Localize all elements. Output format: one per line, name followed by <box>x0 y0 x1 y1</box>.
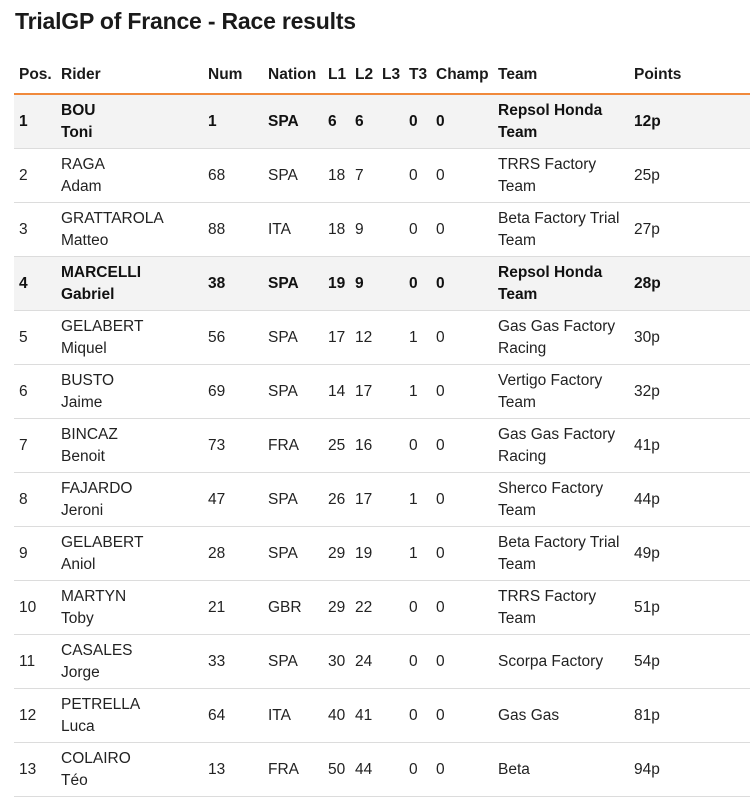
points-cell: 27p <box>629 203 750 257</box>
lap2-cell: 7 <box>350 149 377 203</box>
team-cell: Gas Gas Factory Racing <box>493 419 629 473</box>
lap2-cell: 12 <box>350 311 377 365</box>
champ-cell: 0 <box>431 149 493 203</box>
table-row <box>14 419 750 473</box>
number-cell: 28 <box>203 527 263 581</box>
team-cell: Beta <box>493 743 629 797</box>
rider-cell <box>56 689 203 743</box>
table-row <box>14 635 750 689</box>
t3-cell: 0 <box>404 203 431 257</box>
t3-cell: 1 <box>404 311 431 365</box>
champ-cell: 0 <box>431 203 493 257</box>
rider-firstname: Luca <box>61 717 95 735</box>
header-row <box>14 56 750 94</box>
lap3-cell <box>377 257 404 311</box>
champ-cell: 0 <box>431 743 493 797</box>
t3-cell: 0 <box>404 149 431 203</box>
rider-surname: CASALES <box>61 641 133 659</box>
table-row <box>14 743 750 797</box>
rider-firstname: Toni <box>61 123 93 141</box>
rider-surname: BINCAZ <box>61 425 118 443</box>
points-cell: 32p <box>629 365 750 419</box>
nation-cell: SPA <box>263 149 323 203</box>
team-cell: Beta Factory Trial Team <box>493 203 629 257</box>
lap2-cell: 9 <box>350 203 377 257</box>
lap1-cell: 26 <box>323 473 350 527</box>
position-cell: 12 <box>14 689 56 743</box>
table-row <box>14 365 750 419</box>
nation-cell: FRA <box>263 743 323 797</box>
points-cell: 94p <box>629 743 750 797</box>
team-cell: Repsol Honda Team <box>493 94 629 149</box>
team-cell: TRRS Factory Team <box>493 149 629 203</box>
rider-firstname: Téo <box>61 771 88 789</box>
lap3-cell <box>377 311 404 365</box>
champ-cell: 0 <box>431 527 493 581</box>
t3-cell: 1 <box>404 365 431 419</box>
lap2-cell: 16 <box>350 419 377 473</box>
lap1-cell: 30 <box>323 635 350 689</box>
t3-cell: 1 <box>404 473 431 527</box>
lap3-cell <box>377 365 404 419</box>
lap1-cell: 19 <box>323 257 350 311</box>
number-cell: 56 <box>203 311 263 365</box>
nation-cell: GBR <box>263 581 323 635</box>
champ-cell: 0 <box>431 257 493 311</box>
number-cell: 1 <box>203 94 263 149</box>
rider-cell <box>56 743 203 797</box>
t3-cell: 1 <box>404 527 431 581</box>
lap1-cell: 14 <box>323 365 350 419</box>
rider-surname: GELABERT <box>61 533 144 551</box>
position-cell: 6 <box>14 365 56 419</box>
position-cell: 2 <box>14 149 56 203</box>
position-cell: 4 <box>14 257 56 311</box>
team-cell: Vertigo Factory Team <box>493 365 629 419</box>
position-cell: 8 <box>14 473 56 527</box>
column-header-num: Num <box>203 56 263 94</box>
position-cell: 11 <box>14 635 56 689</box>
column-header-champ: Champ <box>431 56 493 94</box>
column-header-rider: Rider <box>56 56 203 94</box>
number-cell: 21 <box>203 581 263 635</box>
rider-cell <box>56 473 203 527</box>
lap2-cell: 44 <box>350 743 377 797</box>
points-cell: 28p <box>629 257 750 311</box>
rider-cell <box>56 257 203 311</box>
position-cell: 7 <box>14 419 56 473</box>
number-cell: 88 <box>203 203 263 257</box>
lap2-cell: 19 <box>350 527 377 581</box>
points-cell: 81p <box>629 689 750 743</box>
position-cell: 3 <box>14 203 56 257</box>
lap3-cell <box>377 473 404 527</box>
nation-cell: SPA <box>263 527 323 581</box>
lap3-cell <box>377 94 404 149</box>
column-header-l2: L2 <box>350 56 377 94</box>
team-cell: Scorpa Factory <box>493 635 629 689</box>
lap3-cell <box>377 581 404 635</box>
lap2-cell: 24 <box>350 635 377 689</box>
points-cell: 30p <box>629 311 750 365</box>
t3-cell: 0 <box>404 419 431 473</box>
column-header-l3: L3 <box>377 56 404 94</box>
champ-cell: 0 <box>431 689 493 743</box>
nation-cell: SPA <box>263 311 323 365</box>
page-title: TrialGP of France - Race results <box>15 8 356 34</box>
table-row <box>14 94 750 149</box>
rider-cell <box>56 94 203 149</box>
champ-cell: 0 <box>431 365 493 419</box>
lap2-cell: 17 <box>350 365 377 419</box>
lap3-cell <box>377 689 404 743</box>
rider-cell <box>56 635 203 689</box>
rider-firstname: Miquel <box>61 339 107 357</box>
table-row <box>14 689 750 743</box>
t3-cell: 0 <box>404 689 431 743</box>
champ-cell: 0 <box>431 94 493 149</box>
rider-surname: GELABERT <box>61 317 144 335</box>
rider-firstname: Jorge <box>61 663 100 681</box>
number-cell: 68 <box>203 149 263 203</box>
lap3-cell <box>377 203 404 257</box>
column-header-team: Team <box>493 56 629 94</box>
lap1-cell: 29 <box>323 527 350 581</box>
t3-cell: 0 <box>404 94 431 149</box>
lap2-cell: 9 <box>350 257 377 311</box>
number-cell: 64 <box>203 689 263 743</box>
team-cell: Repsol Honda Team <box>493 257 629 311</box>
results-table <box>14 56 750 797</box>
column-header-nation: Nation <box>263 56 323 94</box>
rider-firstname: Jeroni <box>61 501 104 519</box>
position-cell: 13 <box>14 743 56 797</box>
table-row <box>14 311 750 365</box>
t3-cell: 0 <box>404 257 431 311</box>
rider-surname: FAJARDO <box>61 479 133 497</box>
lap1-cell: 25 <box>323 419 350 473</box>
points-cell: 49p <box>629 527 750 581</box>
nation-cell: ITA <box>263 689 323 743</box>
lap2-cell: 6 <box>350 94 377 149</box>
t3-cell: 0 <box>404 581 431 635</box>
nation-cell: FRA <box>263 419 323 473</box>
results-body <box>14 94 750 797</box>
t3-cell: 0 <box>404 743 431 797</box>
lap1-cell: 18 <box>323 203 350 257</box>
lap1-cell: 50 <box>323 743 350 797</box>
position-cell: 1 <box>14 94 56 149</box>
rider-cell <box>56 365 203 419</box>
nation-cell: SPA <box>263 473 323 527</box>
rider-firstname: Jaime <box>61 393 103 411</box>
rider-firstname: Matteo <box>61 231 109 249</box>
lap3-cell <box>377 527 404 581</box>
team-cell: TRRS Factory Team <box>493 581 629 635</box>
number-cell: 73 <box>203 419 263 473</box>
lap2-cell: 17 <box>350 473 377 527</box>
table-row <box>14 581 750 635</box>
nation-cell: ITA <box>263 203 323 257</box>
rider-surname: GRATTAROLA <box>61 209 164 227</box>
champ-cell: 0 <box>431 419 493 473</box>
table-row <box>14 203 750 257</box>
nation-cell: SPA <box>263 365 323 419</box>
rider-firstname: Toby <box>61 609 94 627</box>
rider-firstname: Adam <box>61 177 102 195</box>
rider-cell <box>56 419 203 473</box>
points-cell: 41p <box>629 419 750 473</box>
lap2-cell: 41 <box>350 689 377 743</box>
lap2-cell: 22 <box>350 581 377 635</box>
team-cell: Gas Gas <box>493 689 629 743</box>
column-header-points: Points <box>629 56 750 94</box>
lap3-cell <box>377 635 404 689</box>
champ-cell: 0 <box>431 635 493 689</box>
rider-firstname: Gabriel <box>61 285 115 303</box>
champ-cell: 0 <box>431 581 493 635</box>
table-row <box>14 257 750 311</box>
number-cell: 13 <box>203 743 263 797</box>
rider-cell <box>56 581 203 635</box>
t3-cell: 0 <box>404 635 431 689</box>
rider-firstname: Aniol <box>61 555 96 573</box>
table-row <box>14 527 750 581</box>
lap1-cell: 29 <box>323 581 350 635</box>
rider-surname: MARTYN <box>61 587 127 605</box>
rider-surname: MARCELLI <box>61 263 142 281</box>
number-cell: 47 <box>203 473 263 527</box>
points-cell: 54p <box>629 635 750 689</box>
rider-surname: COLAIRO <box>61 749 131 767</box>
lap3-cell <box>377 149 404 203</box>
team-cell: Sherco Factory Team <box>493 473 629 527</box>
champ-cell: 0 <box>431 311 493 365</box>
number-cell: 69 <box>203 365 263 419</box>
rider-surname: BUSTO <box>61 371 115 389</box>
nation-cell: SPA <box>263 257 323 311</box>
lap1-cell: 40 <box>323 689 350 743</box>
points-cell: 51p <box>629 581 750 635</box>
rider-surname: PETRELLA <box>61 695 141 713</box>
champ-cell: 0 <box>431 473 493 527</box>
lap3-cell <box>377 419 404 473</box>
lap1-cell: 17 <box>323 311 350 365</box>
table-row <box>14 149 750 203</box>
nation-cell: SPA <box>263 635 323 689</box>
team-cell: Beta Factory Trial Team <box>493 527 629 581</box>
points-cell: 25p <box>629 149 750 203</box>
rider-cell <box>56 149 203 203</box>
rider-surname: RAGA <box>61 155 105 173</box>
position-cell: 9 <box>14 527 56 581</box>
rider-surname: BOU <box>61 101 96 119</box>
position-cell: 10 <box>14 581 56 635</box>
rider-cell <box>56 311 203 365</box>
points-cell: 44p <box>629 473 750 527</box>
rider-cell <box>56 203 203 257</box>
number-cell: 33 <box>203 635 263 689</box>
rider-cell <box>56 527 203 581</box>
lap1-cell: 6 <box>323 94 350 149</box>
lap1-cell: 18 <box>323 149 350 203</box>
nation-cell: SPA <box>263 94 323 149</box>
position-cell: 5 <box>14 311 56 365</box>
column-header-t3: T3 <box>404 56 431 94</box>
number-cell: 38 <box>203 257 263 311</box>
table-row <box>14 473 750 527</box>
lap3-cell <box>377 743 404 797</box>
column-header-pos: Pos. <box>14 56 56 94</box>
column-header-l1: L1 <box>323 56 350 94</box>
points-cell: 12p <box>629 94 750 149</box>
team-cell: Gas Gas Factory Racing <box>493 311 629 365</box>
rider-firstname: Benoit <box>61 447 105 465</box>
